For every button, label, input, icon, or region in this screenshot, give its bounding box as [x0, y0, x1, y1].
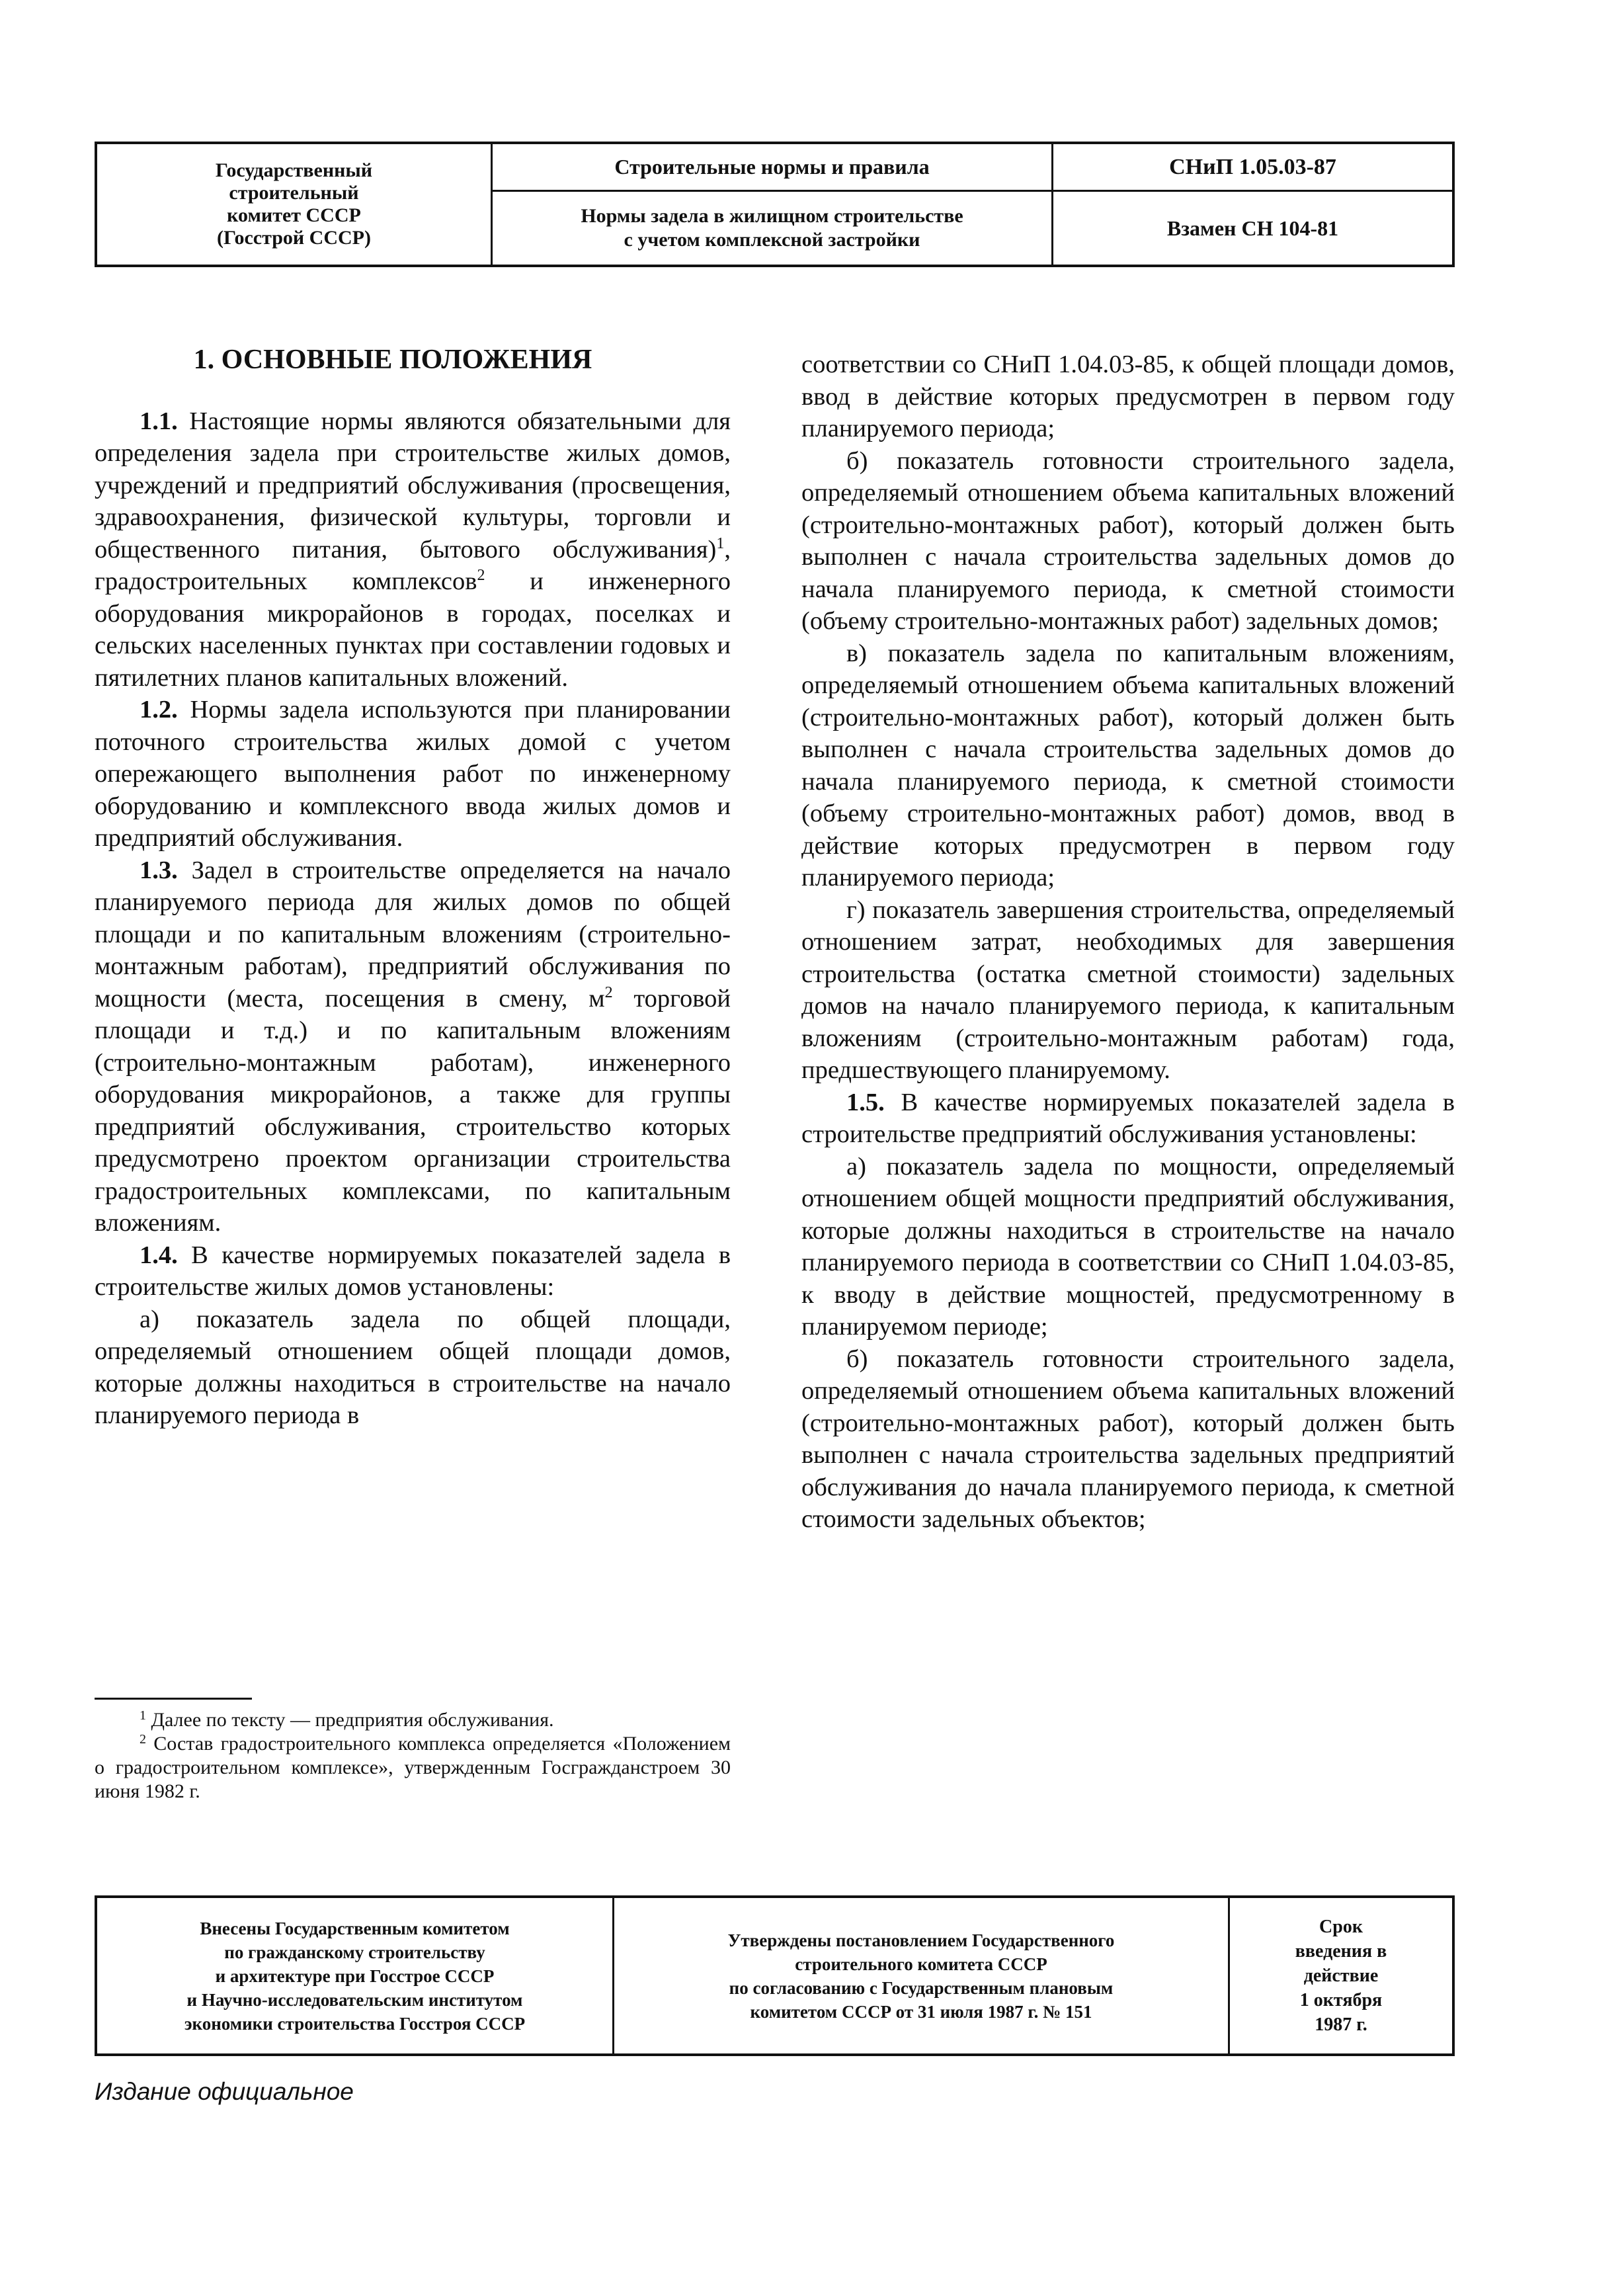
org-line: строительный — [229, 182, 359, 204]
paragraph-1-3 — [95, 854, 731, 1239]
paragraph-1-4 — [95, 1239, 731, 1304]
footnote-mark: 1 — [140, 1708, 146, 1723]
paragraph-text: В качестве нормируемых показателей задела в строительстве жилых домов установлены: — [95, 1241, 731, 1301]
paragraph-text: В качестве нормируемых показателей задела в строительстве предприятий обслуживания установлены: — [801, 1088, 1455, 1148]
paragraph-1-4-v: в) показатель задела по капитальным вложениям, определяемый отношением объема капитальных вложений (строительно-монтажных работ), который должен быть выполнен с начала строительства задельных домов до начала планируемого периода, к сметной стоимости (объему строительно-монтажных работ) домов, ввод в действие которых предусмотрен в первом году планируемого периода; — [801, 639, 1455, 891]
paragraph-number: 1.1. — [140, 407, 178, 435]
paragraph-1-2 — [95, 694, 731, 854]
footnote-text: Далее по тексту — предприятия обслуживания. — [146, 1709, 554, 1731]
right-column — [801, 349, 1455, 1536]
superscript: 2 — [604, 983, 613, 1001]
header-table — [95, 142, 1455, 267]
effective-line: 1987 г. — [1315, 2014, 1367, 2035]
paragraph-1-5-a: а) показатель задела по мощности, определяемый отношением общей мощности предприятий обслуживания, которые должны находиться в строительстве на начало планируемого периода в соответствии со СНиП 1.04.03-85, к вводу в действие мощностей, предусмотренному в планируемом периоде; — [801, 1152, 1455, 1341]
issuing-organization — [97, 144, 493, 265]
introduced-by — [97, 1898, 612, 2053]
approved-line: по согласованию с Государственным плановым — [729, 1977, 1114, 1998]
edition-note: Издание официальное — [95, 2078, 354, 2105]
paragraph-text: торговой площади и т.д.) и по капитальным вложениям (строительно-монтажным работам), инженерного оборудования микрорайонов, а также для группы предприятий обслуживания, строительство которых предусмотрено проектом организации строительства градостроительных комплексами, по капитальным вложениям. — [95, 984, 731, 1237]
introduced-line: экономики строительства Госстроя СССР — [184, 2013, 526, 2034]
effective-date — [1228, 1898, 1452, 2053]
paragraph-number: 1.4. — [140, 1241, 178, 1269]
introduced-line: и Научно-исследовательским институтом — [186, 1989, 523, 2010]
footnotes — [95, 1708, 731, 1803]
paragraph-1-4-a-continued: соответствии со СНиП 1.04.03-85, к общей площади домов, ввод в действие которых предусмотрен в первом году планируемого периода; — [801, 351, 1455, 442]
effective-line: действие — [1303, 1966, 1379, 1986]
paragraph-number: 1.2. — [140, 696, 178, 724]
footnote-text: Состав градостроительного комплекса определяется «Положением о градостроительном комплексе», утвержденным Госгражданстроем 30 июня 1982 г. — [95, 1733, 731, 1802]
footnote-divider — [95, 1698, 252, 1700]
paragraph-text: , градостроительных комплексов — [95, 535, 731, 595]
footnote-ref: 2 — [477, 567, 485, 584]
paragraph-1-4-g: г) показатель завершения строительства, определяемый отношением затрат, необходимых для завершения строительства (остатка сметной стоимости) задельных домов на начало планируемого периода, к капитальным вложениям (строительно-монтажным работам) года, предшествующего планируемому. — [801, 895, 1455, 1084]
document-title — [493, 192, 1053, 265]
introduced-line: Внесены Государственным комитетом — [200, 1918, 510, 1938]
footnote-2 — [95, 1732, 731, 1803]
approved-line: комитетом СССР от 31 июля 1987 г. № 151 — [750, 2001, 1092, 2022]
org-line: (Госстрой СССР) — [217, 227, 371, 249]
effective-line: 1 октября — [1299, 1990, 1383, 2010]
footnote-ref: 1 — [716, 534, 725, 552]
approved-line: строительного комитета СССР — [795, 1954, 1047, 1974]
paragraph-number: 1.5. — [846, 1088, 885, 1116]
paragraph-1-1 — [95, 405, 731, 694]
footnote-1 — [95, 1708, 731, 1732]
document-kind: Строительные нормы и правила — [493, 144, 1053, 192]
introduced-line: и архитектуре при Госстрое СССР — [215, 1966, 495, 1986]
title-line: с учетом комплексной застройки — [624, 229, 920, 251]
paragraph-text: Нормы задела используются при планировании поточного строительства жилых домой с учетом опережающего выполнения работ по инженерному оборудованию и комплексного ввода жилых домов и предприятий обслуживания. — [95, 696, 731, 852]
approved-line: Утверждены постановлением Государственного — [727, 1930, 1115, 1950]
approved-by — [612, 1898, 1228, 2053]
footnote-mark: 2 — [140, 1732, 146, 1747]
paragraph-number: 1.3. — [140, 856, 178, 884]
paragraph-text: Задел в строительстве определяется на начало планируемого периода для жилых домов по общей площади и по капитальным вложениям (строительно-монтажным работам), предприятий обслуживания по мощности (места, посещения в смену, м — [95, 856, 731, 1013]
paragraph-1-4-b: б) показатель готовности строительного задела, определяемый отношением объема капитальных вложений (строительно-монтажных работ), который должен быть выполнен с начала строительства задельных домов до начала планируемого периода, к сметной стоимости (объему строительно-монтажных работ) задельных домов; — [801, 446, 1455, 635]
org-line: комитет СССР — [227, 204, 361, 226]
effective-line: введения в — [1295, 1941, 1387, 1962]
paragraph-text: и инженерного оборудования микрорайонов в городах, поселках и сельских населенных пунктах при составлении годовых и пятилетних планов капитальных вложений. — [95, 567, 731, 692]
paragraph-text: Настоящие нормы являются обязательными для определения задела при строительстве жилых домов, учреждений и предприятий обслуживания (просвещения, здравоохранения, физической культуры, торговли и общественного питания, бытового обслуживания) — [95, 407, 731, 563]
replaces-document: Взамен СН 104-81 — [1166, 216, 1339, 240]
org-line: Государственный — [215, 159, 373, 181]
title-line: Нормы задела в жилищном строительстве — [581, 205, 963, 227]
left-column — [95, 344, 731, 1432]
effective-line: Срок — [1319, 1917, 1363, 1937]
introduced-line: по гражданскому строительству — [224, 1942, 485, 1962]
section-heading: 1. ОСНОВНЫЕ ПОЛОЖЕНИЯ — [193, 345, 592, 375]
approval-table — [95, 1895, 1455, 2056]
paragraph-1-4-a: а) показатель задела по общей площади, определяемый отношением общей площади домов, которые должны находиться в строительстве на начало планируемого периода в — [95, 1305, 731, 1429]
paragraph-1-5 — [801, 1087, 1455, 1151]
document-code: СНиП 1.05.03-87 — [1053, 144, 1452, 192]
paragraph-1-5-b: б) показатель готовности строительного задела, определяемый отношением объема капитальных вложений (строительно-монтажных работ), который должен быть выполнен с начала строительства задельных предприятий обслуживания до начала планируемого периода, к сметной стоимости задельных объектов; — [801, 1345, 1455, 1533]
